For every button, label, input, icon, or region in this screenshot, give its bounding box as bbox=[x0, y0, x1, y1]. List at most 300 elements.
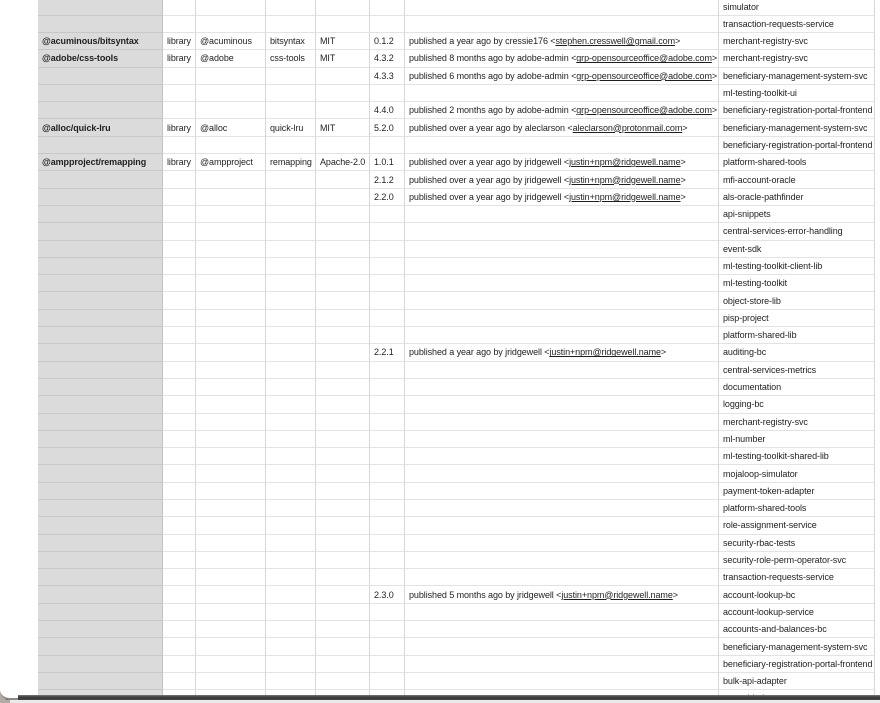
cell-type[interactable] bbox=[163, 102, 196, 119]
cell-license[interactable] bbox=[316, 327, 370, 344]
cell-license[interactable] bbox=[316, 638, 370, 655]
cell-license[interactable] bbox=[316, 344, 370, 361]
cell-version[interactable] bbox=[370, 414, 405, 431]
cell-scope[interactable] bbox=[196, 465, 266, 482]
cell-type[interactable] bbox=[163, 327, 196, 344]
cell-service[interactable]: security-rbac-tests bbox=[719, 535, 875, 552]
cell-type[interactable] bbox=[163, 223, 196, 240]
cell-package-name[interactable] bbox=[38, 275, 163, 292]
cell-license[interactable] bbox=[316, 656, 370, 673]
cell-license[interactable] bbox=[316, 292, 370, 309]
cell-name[interactable] bbox=[266, 431, 316, 448]
cell-type[interactable] bbox=[163, 241, 196, 258]
cell-license[interactable] bbox=[316, 16, 370, 33]
email-link[interactable]: aleclarson@protonmail.com bbox=[572, 122, 683, 133]
cell-published[interactable] bbox=[405, 362, 719, 379]
cell-type[interactable] bbox=[163, 379, 196, 396]
cell-type[interactable] bbox=[163, 569, 196, 586]
email-link[interactable]: grp-opensourceoffice@adobe.com bbox=[576, 53, 712, 64]
cell-package-name[interactable] bbox=[38, 137, 163, 154]
cell-license[interactable] bbox=[316, 431, 370, 448]
cell-service[interactable]: transaction-requests-service bbox=[719, 569, 875, 586]
cell-scope[interactable] bbox=[196, 68, 266, 85]
cell-type[interactable]: library bbox=[163, 50, 196, 67]
cell-license[interactable] bbox=[316, 500, 370, 517]
cell-license[interactable] bbox=[316, 414, 370, 431]
cell-license[interactable] bbox=[316, 396, 370, 413]
cell-package-name[interactable] bbox=[38, 292, 163, 309]
cell-published[interactable] bbox=[405, 431, 719, 448]
cell-license[interactable] bbox=[316, 379, 370, 396]
cell-published[interactable] bbox=[405, 171, 719, 188]
cell-name[interactable] bbox=[266, 85, 316, 102]
cell-service[interactable]: beneficiary-management-system-svc bbox=[719, 68, 875, 85]
cell-name[interactable] bbox=[266, 552, 316, 569]
cell-package-name[interactable] bbox=[38, 586, 163, 603]
cell-license[interactable] bbox=[316, 102, 370, 119]
cell-name[interactable] bbox=[266, 171, 316, 188]
cell-service[interactable]: payment-token-adapter bbox=[719, 483, 875, 500]
cell-license[interactable]: MIT bbox=[316, 119, 370, 136]
cell-package-name[interactable] bbox=[38, 431, 163, 448]
cell-license[interactable] bbox=[316, 206, 370, 223]
cell-service[interactable]: account-lookup-bc bbox=[719, 586, 875, 603]
cell-name[interactable] bbox=[266, 362, 316, 379]
cell-license[interactable] bbox=[316, 362, 370, 379]
cell-service[interactable]: ml-testing-toolkit-client-lib bbox=[719, 258, 875, 275]
cell-package-name[interactable]: @ampproject/remapping bbox=[38, 154, 163, 171]
cell-license[interactable] bbox=[316, 0, 370, 16]
cell-scope[interactable] bbox=[196, 275, 266, 292]
cell-license[interactable]: MIT bbox=[316, 50, 370, 67]
cell-service[interactable]: beneficiary-registration-portal-frontend bbox=[719, 656, 875, 673]
cell-published[interactable] bbox=[405, 292, 719, 309]
cell-type[interactable] bbox=[163, 656, 196, 673]
cell-package-name[interactable] bbox=[38, 638, 163, 655]
cell-version[interactable]: 5.2.0 bbox=[370, 119, 405, 136]
cell-version[interactable] bbox=[370, 535, 405, 552]
cell-license[interactable] bbox=[316, 68, 370, 85]
cell-service[interactable]: beneficiary-registration-portal-frontend bbox=[719, 102, 875, 119]
cell-published[interactable] bbox=[405, 396, 719, 413]
cell-name[interactable] bbox=[266, 102, 316, 119]
cell-type[interactable] bbox=[163, 344, 196, 361]
cell-version[interactable] bbox=[370, 517, 405, 534]
cell-published[interactable] bbox=[405, 137, 719, 154]
cell-published[interactable] bbox=[405, 344, 719, 361]
cell-scope[interactable]: @acuminous bbox=[196, 33, 266, 50]
cell-service[interactable]: ml-testing-toolkit-ui bbox=[719, 85, 875, 102]
cell-scope[interactable] bbox=[196, 362, 266, 379]
cell-license[interactable]: Apache-2.0 bbox=[316, 154, 370, 171]
cell-package-name[interactable] bbox=[38, 0, 163, 16]
cell-name[interactable] bbox=[266, 16, 316, 33]
cell-scope[interactable] bbox=[196, 586, 266, 603]
cell-package-name[interactable] bbox=[38, 414, 163, 431]
cell-package-name[interactable] bbox=[38, 189, 163, 206]
cell-name[interactable] bbox=[266, 137, 316, 154]
cell-license[interactable] bbox=[316, 85, 370, 102]
cell-published[interactable] bbox=[405, 223, 719, 240]
cell-type[interactable] bbox=[163, 68, 196, 85]
cell-version[interactable] bbox=[370, 431, 405, 448]
cell-name[interactable] bbox=[266, 292, 316, 309]
cell-name[interactable] bbox=[266, 483, 316, 500]
cell-service[interactable]: als-oracle-pathfinder bbox=[719, 189, 875, 206]
cell-scope[interactable]: @alloc bbox=[196, 119, 266, 136]
cell-type[interactable] bbox=[163, 206, 196, 223]
cell-published[interactable] bbox=[405, 379, 719, 396]
cell-type[interactable] bbox=[163, 310, 196, 327]
cell-type[interactable] bbox=[163, 604, 196, 621]
cell-scope[interactable] bbox=[196, 604, 266, 621]
cell-service[interactable]: ml-testing-toolkit bbox=[719, 275, 875, 292]
cell-name[interactable] bbox=[266, 223, 316, 240]
cell-type[interactable] bbox=[163, 483, 196, 500]
cell-package-name[interactable] bbox=[38, 362, 163, 379]
cell-package-name[interactable] bbox=[38, 673, 163, 690]
cell-service[interactable]: object-store-lib bbox=[719, 292, 875, 309]
cell-service[interactable]: simulator bbox=[719, 0, 875, 16]
cell-type[interactable] bbox=[163, 85, 196, 102]
cell-name[interactable] bbox=[266, 569, 316, 586]
cell-type[interactable] bbox=[163, 414, 196, 431]
cell-license[interactable] bbox=[316, 241, 370, 258]
cell-package-name[interactable]: @alloc/quick-lru bbox=[38, 119, 163, 136]
cell-name[interactable] bbox=[266, 448, 316, 465]
cell-package-name[interactable] bbox=[38, 241, 163, 258]
cell-name[interactable] bbox=[266, 414, 316, 431]
cell-published[interactable] bbox=[405, 327, 719, 344]
cell-package-name[interactable] bbox=[38, 396, 163, 413]
cell-published[interactable] bbox=[405, 154, 719, 171]
cell-scope[interactable] bbox=[196, 0, 266, 16]
cell-package-name[interactable]: @adobe/css-tools bbox=[38, 50, 163, 67]
cell-scope[interactable] bbox=[196, 344, 266, 361]
cell-package-name[interactable] bbox=[38, 206, 163, 223]
cell-license[interactable] bbox=[316, 448, 370, 465]
cell-version[interactable]: 2.2.0 bbox=[370, 189, 405, 206]
cell-name[interactable] bbox=[266, 517, 316, 534]
cell-scope[interactable] bbox=[196, 431, 266, 448]
cell-name[interactable] bbox=[266, 673, 316, 690]
email-link[interactable]: grp-opensourceoffice@adobe.com bbox=[576, 70, 712, 81]
cell-package-name[interactable] bbox=[38, 621, 163, 638]
cell-scope[interactable] bbox=[196, 500, 266, 517]
cell-published[interactable] bbox=[405, 517, 719, 534]
cell-scope[interactable] bbox=[196, 673, 266, 690]
cell-license[interactable] bbox=[316, 310, 370, 327]
cell-scope[interactable] bbox=[196, 638, 266, 655]
cell-version[interactable] bbox=[370, 258, 405, 275]
cell-scope[interactable] bbox=[196, 85, 266, 102]
cell-type[interactable] bbox=[163, 638, 196, 655]
cell-version[interactable] bbox=[370, 85, 405, 102]
cell-service[interactable]: beneficiary-registration-portal-frontend bbox=[719, 137, 875, 154]
cell-service[interactable]: bulk-api-adapter bbox=[719, 673, 875, 690]
cell-name[interactable] bbox=[266, 344, 316, 361]
cell-service[interactable]: platform-shared-tools bbox=[719, 154, 875, 171]
cell-package-name[interactable]: @acuminous/bitsyntax bbox=[38, 33, 163, 50]
cell-published[interactable] bbox=[405, 604, 719, 621]
cell-license[interactable] bbox=[316, 535, 370, 552]
cell-type[interactable] bbox=[163, 673, 196, 690]
cell-scope[interactable] bbox=[196, 569, 266, 586]
cell-published[interactable] bbox=[405, 448, 719, 465]
cell-published[interactable] bbox=[405, 414, 719, 431]
cell-scope[interactable] bbox=[196, 483, 266, 500]
cell-package-name[interactable] bbox=[38, 465, 163, 482]
cell-scope[interactable] bbox=[196, 16, 266, 33]
cell-name[interactable]: remapping bbox=[266, 154, 316, 171]
cell-scope[interactable] bbox=[196, 206, 266, 223]
email-link[interactable]: grp-opensourceoffice@adobe.com bbox=[576, 105, 712, 116]
cell-published[interactable] bbox=[405, 656, 719, 673]
cell-published[interactable] bbox=[405, 465, 719, 482]
cell-scope[interactable] bbox=[196, 517, 266, 534]
cell-scope[interactable] bbox=[196, 241, 266, 258]
cell-service[interactable]: logging-bc bbox=[719, 396, 875, 413]
cell-version[interactable] bbox=[370, 275, 405, 292]
cell-published[interactable] bbox=[405, 189, 719, 206]
cell-published[interactable] bbox=[405, 673, 719, 690]
cell-package-name[interactable] bbox=[38, 310, 163, 327]
cell-service[interactable]: mfi-account-oracle bbox=[719, 171, 875, 188]
cell-version[interactable] bbox=[370, 379, 405, 396]
cell-license[interactable] bbox=[316, 483, 370, 500]
cell-type[interactable] bbox=[163, 189, 196, 206]
cell-type[interactable] bbox=[163, 586, 196, 603]
cell-name[interactable] bbox=[266, 586, 316, 603]
cell-license[interactable] bbox=[316, 517, 370, 534]
cell-license[interactable] bbox=[316, 569, 370, 586]
cell-name[interactable] bbox=[266, 656, 316, 673]
cell-version[interactable] bbox=[370, 16, 405, 33]
cell-name[interactable] bbox=[266, 535, 316, 552]
cell-version[interactable] bbox=[370, 673, 405, 690]
cell-version[interactable]: 0.1.2 bbox=[370, 33, 405, 50]
email-link[interactable]: justin+npm@ridgewell.name bbox=[569, 174, 681, 185]
cell-name[interactable] bbox=[266, 206, 316, 223]
cell-name[interactable] bbox=[266, 604, 316, 621]
email-link[interactable]: justin+npm@ridgewell.name bbox=[549, 347, 661, 358]
cell-name[interactable] bbox=[266, 0, 316, 16]
cell-package-name[interactable] bbox=[38, 483, 163, 500]
cell-type[interactable] bbox=[163, 258, 196, 275]
cell-version[interactable] bbox=[370, 223, 405, 240]
cell-version[interactable] bbox=[370, 327, 405, 344]
cell-version[interactable] bbox=[370, 638, 405, 655]
cell-scope[interactable] bbox=[196, 448, 266, 465]
cell-service[interactable]: beneficiary-management-system-svc bbox=[719, 119, 875, 136]
cell-service[interactable]: platform-shared-lib bbox=[719, 327, 875, 344]
cell-version[interactable] bbox=[370, 241, 405, 258]
cell-type[interactable] bbox=[163, 621, 196, 638]
cell-package-name[interactable] bbox=[38, 327, 163, 344]
cell-package-name[interactable] bbox=[38, 448, 163, 465]
cell-package-name[interactable] bbox=[38, 656, 163, 673]
cell-license[interactable] bbox=[316, 171, 370, 188]
cell-published[interactable] bbox=[405, 119, 719, 136]
cell-scope[interactable] bbox=[196, 310, 266, 327]
cell-scope[interactable]: @ampproject bbox=[196, 154, 266, 171]
cell-service[interactable]: merchant-registry-svc bbox=[719, 33, 875, 50]
cell-version[interactable]: 2.1.2 bbox=[370, 171, 405, 188]
cell-name[interactable]: css-tools bbox=[266, 50, 316, 67]
cell-published[interactable] bbox=[405, 483, 719, 500]
cell-version[interactable] bbox=[370, 500, 405, 517]
cell-type[interactable] bbox=[163, 465, 196, 482]
email-link[interactable]: justin+npm@ridgewell.name bbox=[569, 191, 681, 202]
cell-published[interactable] bbox=[405, 50, 719, 67]
cell-published[interactable] bbox=[405, 102, 719, 119]
cell-service[interactable]: event-sdk bbox=[719, 241, 875, 258]
cell-service[interactable]: security-role-perm-operator-svc bbox=[719, 552, 875, 569]
cell-service[interactable]: account-lookup-service bbox=[719, 604, 875, 621]
cell-published[interactable] bbox=[405, 621, 719, 638]
cell-package-name[interactable] bbox=[38, 344, 163, 361]
cell-version[interactable] bbox=[370, 569, 405, 586]
cell-service[interactable]: mojaloop-simulator bbox=[719, 465, 875, 482]
cell-published[interactable] bbox=[405, 68, 719, 85]
cell-name[interactable] bbox=[266, 258, 316, 275]
email-link[interactable]: justin+npm@ridgewell.name bbox=[569, 157, 681, 168]
cell-type[interactable] bbox=[163, 448, 196, 465]
cell-license[interactable] bbox=[316, 258, 370, 275]
cell-scope[interactable] bbox=[196, 535, 266, 552]
cell-scope[interactable] bbox=[196, 223, 266, 240]
cell-name[interactable]: bitsyntax bbox=[266, 33, 316, 50]
email-link[interactable]: justin+npm@ridgewell.name bbox=[561, 589, 673, 600]
cell-license[interactable] bbox=[316, 137, 370, 154]
cell-type[interactable] bbox=[163, 535, 196, 552]
cell-name[interactable] bbox=[266, 379, 316, 396]
cell-name[interactable] bbox=[266, 396, 316, 413]
cell-name[interactable]: quick-lru bbox=[266, 119, 316, 136]
cell-type[interactable] bbox=[163, 292, 196, 309]
cell-version[interactable]: 4.4.0 bbox=[370, 102, 405, 119]
cell-service[interactable]: accounts-and-balances-bc bbox=[719, 621, 875, 638]
cell-scope[interactable] bbox=[196, 396, 266, 413]
cell-scope[interactable] bbox=[196, 292, 266, 309]
cell-service[interactable]: auditing-bc bbox=[719, 344, 875, 361]
cell-version[interactable] bbox=[370, 604, 405, 621]
cell-version[interactable] bbox=[370, 621, 405, 638]
cell-published[interactable] bbox=[405, 33, 719, 50]
cell-scope[interactable] bbox=[196, 656, 266, 673]
cell-type[interactable] bbox=[163, 517, 196, 534]
cell-service[interactable]: api-snippets bbox=[719, 206, 875, 223]
cell-published[interactable] bbox=[405, 638, 719, 655]
cell-service[interactable]: documentation bbox=[719, 379, 875, 396]
cell-version[interactable]: 1.0.1 bbox=[370, 154, 405, 171]
cell-version[interactable] bbox=[370, 362, 405, 379]
cell-version[interactable] bbox=[370, 0, 405, 16]
cell-published[interactable] bbox=[405, 275, 719, 292]
cell-type[interactable] bbox=[163, 362, 196, 379]
cell-type[interactable] bbox=[163, 552, 196, 569]
cell-name[interactable] bbox=[266, 275, 316, 292]
cell-service[interactable]: central-services-metrics bbox=[719, 362, 875, 379]
cell-type[interactable]: library bbox=[163, 119, 196, 136]
cell-license[interactable] bbox=[316, 552, 370, 569]
cell-package-name[interactable] bbox=[38, 552, 163, 569]
cell-name[interactable] bbox=[266, 638, 316, 655]
cell-type[interactable] bbox=[163, 500, 196, 517]
cell-package-name[interactable] bbox=[38, 379, 163, 396]
cell-version[interactable] bbox=[370, 396, 405, 413]
cell-service[interactable]: role-assignment-service bbox=[719, 517, 875, 534]
cell-published[interactable] bbox=[405, 206, 719, 223]
cell-service[interactable]: beneficiary-management-system-svc bbox=[719, 638, 875, 655]
cell-published[interactable] bbox=[405, 241, 719, 258]
cell-scope[interactable] bbox=[196, 552, 266, 569]
cell-service[interactable]: merchant-registry-svc bbox=[719, 50, 875, 67]
cell-version[interactable] bbox=[370, 656, 405, 673]
cell-version[interactable]: 2.3.0 bbox=[370, 586, 405, 603]
cell-service[interactable]: central-services-error-handling bbox=[719, 223, 875, 240]
cell-scope[interactable] bbox=[196, 137, 266, 154]
cell-package-name[interactable] bbox=[38, 500, 163, 517]
cell-license[interactable] bbox=[316, 223, 370, 240]
cell-type[interactable] bbox=[163, 171, 196, 188]
cell-scope[interactable] bbox=[196, 171, 266, 188]
cell-published[interactable] bbox=[405, 0, 719, 16]
cell-service[interactable]: pisp-project bbox=[719, 310, 875, 327]
cell-published[interactable] bbox=[405, 258, 719, 275]
cell-type[interactable] bbox=[163, 16, 196, 33]
cell-scope[interactable] bbox=[196, 102, 266, 119]
cell-service[interactable]: ml-testing-toolkit-shared-lib bbox=[719, 448, 875, 465]
cell-version[interactable]: 4.3.3 bbox=[370, 68, 405, 85]
cell-version[interactable] bbox=[370, 292, 405, 309]
cell-version[interactable] bbox=[370, 552, 405, 569]
cell-published[interactable] bbox=[405, 586, 719, 603]
cell-scope[interactable] bbox=[196, 258, 266, 275]
cell-version[interactable] bbox=[370, 465, 405, 482]
cell-version[interactable]: 2.2.1 bbox=[370, 344, 405, 361]
cell-type[interactable]: library bbox=[163, 33, 196, 50]
cell-published[interactable] bbox=[405, 85, 719, 102]
cell-package-name[interactable] bbox=[38, 535, 163, 552]
cell-package-name[interactable] bbox=[38, 102, 163, 119]
cell-version[interactable] bbox=[370, 137, 405, 154]
cell-license[interactable]: MIT bbox=[316, 33, 370, 50]
cell-package-name[interactable] bbox=[38, 171, 163, 188]
cell-license[interactable] bbox=[316, 621, 370, 638]
cell-package-name[interactable] bbox=[38, 604, 163, 621]
cell-name[interactable] bbox=[266, 310, 316, 327]
cell-package-name[interactable] bbox=[38, 569, 163, 586]
cell-name[interactable] bbox=[266, 621, 316, 638]
cell-license[interactable] bbox=[316, 275, 370, 292]
cell-scope[interactable]: @adobe bbox=[196, 50, 266, 67]
cell-scope[interactable] bbox=[196, 621, 266, 638]
cell-type[interactable] bbox=[163, 431, 196, 448]
cell-name[interactable] bbox=[266, 500, 316, 517]
email-link[interactable]: stephen.cresswell@gmail.com bbox=[555, 36, 675, 47]
cell-version[interactable]: 4.3.2 bbox=[370, 50, 405, 67]
cell-type[interactable] bbox=[163, 137, 196, 154]
cell-published[interactable] bbox=[405, 16, 719, 33]
cell-license[interactable] bbox=[316, 673, 370, 690]
cell-service[interactable]: ml-number bbox=[719, 431, 875, 448]
cell-package-name[interactable] bbox=[38, 85, 163, 102]
cell-service[interactable]: platform-shared-tools bbox=[719, 500, 875, 517]
cell-scope[interactable] bbox=[196, 414, 266, 431]
cell-name[interactable] bbox=[266, 465, 316, 482]
cell-package-name[interactable] bbox=[38, 223, 163, 240]
